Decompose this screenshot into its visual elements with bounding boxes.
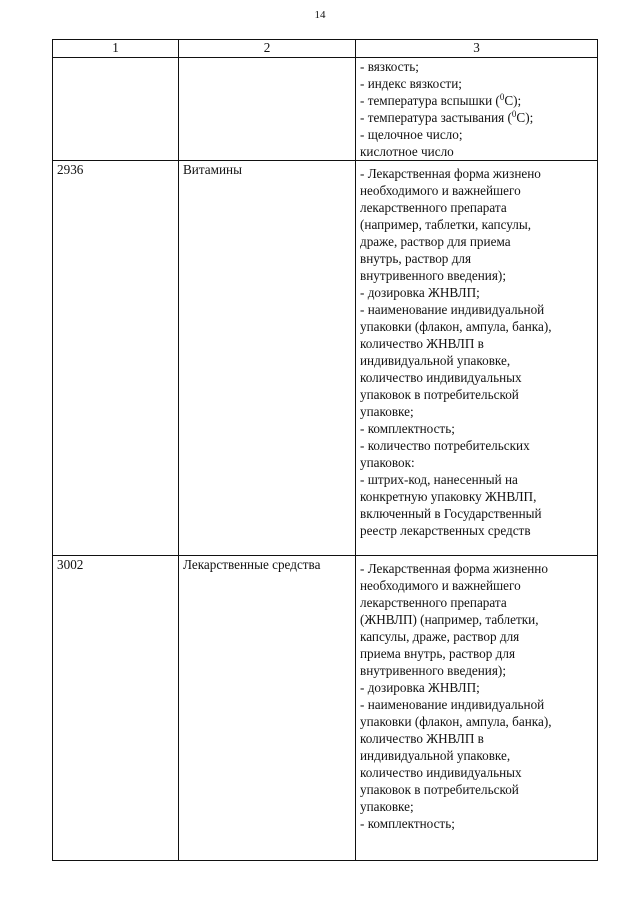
attribute-line: внутрь, раствор для [360,251,472,266]
attribute-line: упаковки (флакон, ампула, банка), [360,319,552,334]
attribute-line: - количество потребительских [360,438,530,453]
attribute-text: - температура застывания ( [360,110,512,125]
attribute-line: - вязкость; [360,59,419,74]
attribute-line: количество ЖНВЛП в [360,731,484,746]
cell-code: 3002 [53,556,179,861]
attribute-line: упаковок: [360,455,415,470]
attribute-line: - наименование индивидуальной [360,697,545,712]
attribute-line: количество индивидуальных [360,370,522,385]
table-row-continuation [53,58,598,161]
cell-attributes [356,556,598,861]
attribute-line: (например, таблетки, капсулы, [360,217,532,232]
attribute-line: упаковке; [360,799,414,814]
attribute-line: индивидуальной упаковке, [360,748,511,763]
cell-name: Витамины [179,161,356,556]
column-header-2: 2 [179,40,356,58]
degree-unit: C); [504,93,522,108]
attribute-line: включенный в Государственный [360,506,542,521]
table-row [53,161,598,556]
attribute-line: (ЖНВЛП) (например, таблетки, [360,612,539,627]
attribute-line: упаковок в потребительской [360,387,519,402]
cell-attributes [356,58,598,161]
cell-name: Лекарственные средства [179,556,356,861]
attribute-line: драже, раствор для приема [360,234,511,249]
cell-code: 2936 [53,161,179,556]
column-header-1: 1 [53,40,179,58]
attribute-line: лекарственного препарата [360,200,507,215]
attribute-line: внутривенного введения); [360,268,506,283]
table-row [53,556,598,861]
attribute-line: количество индивидуальных [360,765,522,780]
degree-unit: C); [516,110,534,125]
attribute-line: упаковок в потребительской [360,782,519,797]
attribute-line: - щелочное число; [360,127,463,142]
attribute-line: внутривенного введения); [360,663,506,678]
attribute-line: конкретную упаковку ЖНВЛП, [360,489,537,504]
attribute-line: количество ЖНВЛП в [360,336,484,351]
attribute-text: - температура вспышки ( [360,93,500,108]
attribute-line: - штрих-код, нанесенный на [360,472,518,487]
attribute-line: - наименование индивидуальной [360,302,545,317]
cell-name [179,58,356,161]
page-number: 14 [314,9,326,21]
table-header-row [53,40,598,58]
attribute-line-pour-point [360,109,593,126]
attribute-line: - комплектность; [360,816,455,831]
cell-attributes [356,161,598,556]
attribute-line: упаковки (флакон, ампула, банка), [360,714,552,729]
attribute-line: - Лекарственная форма жизненно [360,561,548,576]
attribute-line: реестр лекарственных средств [360,523,531,538]
attribute-line: лекарственного препарата [360,595,507,610]
attribute-line: приема внутрь, раствор для [360,646,516,661]
document-table [52,39,598,861]
column-header-3: 3 [356,40,598,58]
degree-superscript: 0 [499,92,505,102]
degree-superscript: 0 [511,109,517,119]
attribute-line-flash-point [360,92,593,109]
attribute-line: упаковке; [360,404,414,419]
attribute-line: необходимого и важнейшего [360,183,521,198]
attribute-line: - дозировка ЖНВЛП; [360,285,480,300]
cell-code [53,58,179,161]
attribute-line: - Лекарственная форма жизнено [360,166,541,181]
attribute-line: кислотное число [360,144,454,159]
attribute-line: индивидуальной упаковке, [360,353,511,368]
attribute-line: - дозировка ЖНВЛП; [360,680,480,695]
attribute-line: капсулы, драже, раствор для [360,629,520,644]
attribute-line: необходимого и важнейшего [360,578,521,593]
attribute-line: - комплектность; [360,421,455,436]
attribute-line: - индекс вязкости; [360,76,462,91]
